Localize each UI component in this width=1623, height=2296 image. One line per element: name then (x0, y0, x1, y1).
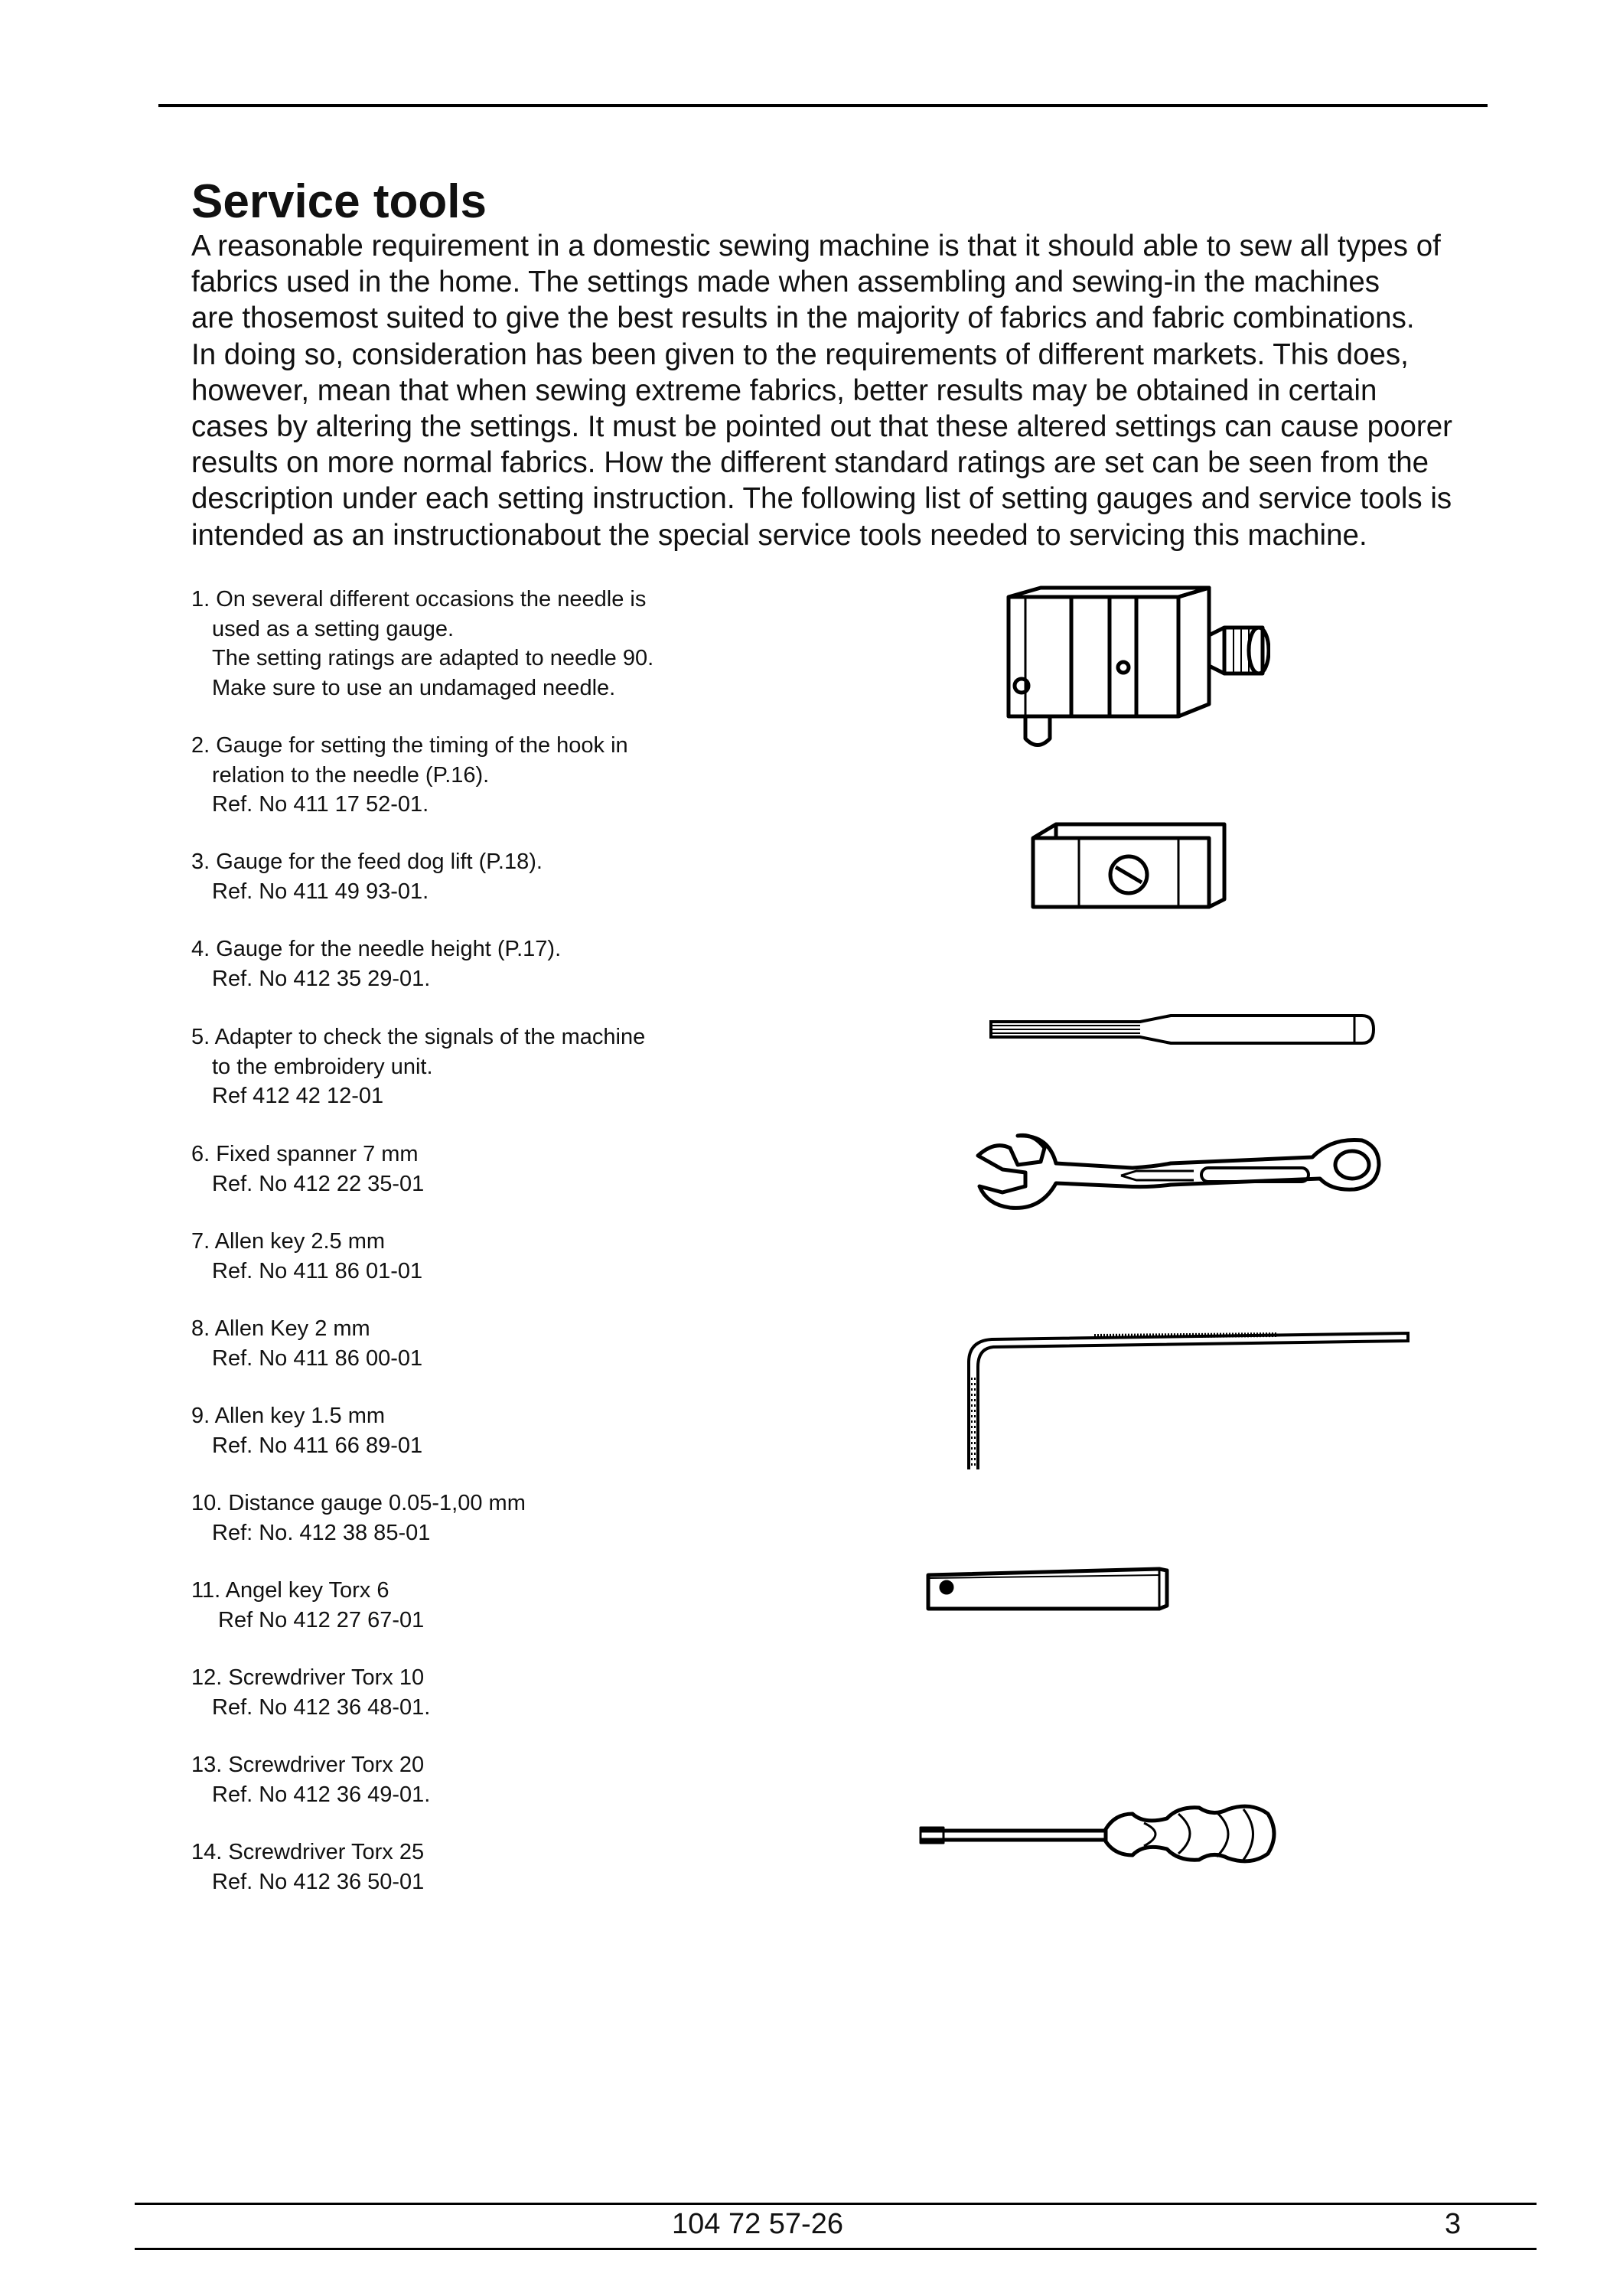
tool-item-text: 6. Fixed spanner 7 mm (191, 1142, 419, 1166)
tool-item-text: 3. Gauge for the feed dog lift (P.18). (191, 850, 543, 874)
tool-item-text: 1. On several different occasions the needle is (191, 587, 647, 612)
tool-item-text: to the embroidery unit. (212, 1054, 433, 1079)
tool-item-text: 12. Screwdriver Torx 10 (191, 1665, 425, 1690)
footer-rule-top (135, 2203, 1537, 2205)
intro-line: intended as an instructionabout the special service tools needed to servicing this machine. (191, 518, 1367, 552)
feed-dog-gauge-illustration (1025, 807, 1240, 922)
tool-item-text: Ref. No 411 17 52-01. (212, 792, 429, 817)
distance-gauge-illustration (922, 1561, 1175, 1615)
tool-item-text: Ref. No 412 22 35-01 (212, 1171, 425, 1196)
tool-item-10 (191, 1489, 727, 1548)
tool-item-text: Ref. No 412 36 49-01. (212, 1782, 431, 1807)
tool-item-9 (191, 1401, 727, 1460)
tool-item-text: Ref. No 412 35 29-01. (212, 966, 431, 991)
tool-item-text: used as a setting gauge. (212, 616, 455, 641)
tool-item-text: Ref. No 412 36 50-01 (212, 1869, 425, 1894)
intro-line: fabrics used in the home. The settings made when assembling and sewing-in the machines (191, 266, 1380, 299)
tool-item-text: The setting ratings are adapted to needle 90. (212, 646, 654, 670)
tool-item-text: 10. Distance gauge 0.05-1,00 mm (191, 1491, 526, 1515)
tool-item-text: 9. Allen key 1.5 mm (191, 1404, 386, 1428)
page-number: 3 (1445, 2208, 1462, 2240)
intro-line: In doing so, consideration has been given to the requirements of different markets. This does, (191, 338, 1409, 371)
tool-item-text: Ref. No 411 49 93-01. (212, 879, 429, 904)
tool-item-text: 14. Screwdriver Torx 25 (191, 1840, 425, 1864)
tool-item-text: Ref: No. 412 38 85-01 (212, 1520, 431, 1545)
tool-item-text: Ref. No 411 66 89-01 (212, 1433, 423, 1458)
allen-key-illustration (957, 1324, 1416, 1477)
tool-item-7 (191, 1227, 727, 1286)
document-number: 104 72 57-26 (672, 2208, 843, 2240)
tool-item-text: Ref. No 411 86 01-01 (212, 1258, 423, 1283)
tool-item-8 (191, 1314, 727, 1373)
tool-item-2 (191, 731, 727, 820)
tool-item-text: 11. Angel key Torx 6 (191, 1578, 389, 1603)
intro-line: are thosemost suited to give the best results in the majority of fabrics and fabric combinations. (191, 302, 1415, 335)
tool-item-text: 4. Gauge for the needle height (P.17). (191, 937, 562, 961)
tool-item-6 (191, 1140, 727, 1199)
intro-line: however, mean that when sewing extreme fabrics, better results may be obtained in certain (191, 373, 1377, 407)
tool-item-text: Ref 412 42 12-01 (212, 1084, 384, 1108)
tool-item-text: 2. Gauge for setting the timing of the hook in (191, 733, 628, 758)
intro-line: results on more normal fabrics. How the different standard ratings are set can be seen from the (191, 446, 1429, 480)
hook-timing-gauge-illustration (995, 582, 1270, 758)
page-title: Service tools (191, 175, 487, 228)
tool-item-11 (191, 1576, 727, 1635)
tool-item-14 (191, 1838, 727, 1896)
header-rule (158, 104, 1488, 107)
tool-item-5 (191, 1022, 727, 1111)
tool-item-1 (191, 585, 727, 703)
tool-item-text: relation to the needle (P.16). (212, 762, 490, 788)
tool-item-text: 7. Allen key 2.5 mm (191, 1229, 386, 1254)
intro-line: A reasonable requirement in a domestic sewing machine is that it should able to sew all types of (191, 230, 1441, 263)
screwdriver-illustration (914, 1791, 1282, 1875)
tool-item-text: Make sure to use an undamaged needle. (212, 675, 616, 700)
tool-item-13 (191, 1750, 727, 1809)
needle-height-gauge-illustration (987, 1006, 1377, 1052)
footer-rule-bottom (135, 2248, 1537, 2250)
tool-item-text: Ref No 412 27 67-01 (218, 1607, 425, 1632)
tool-item-12 (191, 1663, 727, 1722)
intro-line: cases by altering the settings. It must be pointed out that these altered settings can cause poorer (191, 410, 1452, 444)
fixed-spanner-illustration (972, 1125, 1385, 1225)
tool-item-4 (191, 934, 727, 993)
tool-item-text: Ref. No 412 36 48-01. (212, 1694, 431, 1720)
tool-item-text: 8. Allen Key 2 mm (191, 1316, 370, 1341)
tool-item-text: 13. Screwdriver Torx 20 (191, 1753, 425, 1777)
tool-item-text: Ref. No 411 86 00-01 (212, 1345, 423, 1371)
intro-line: description under each setting instruction. The following list of setting gauges and service tools is (191, 482, 1452, 516)
intro-paragraph (191, 228, 1507, 553)
tool-item-3 (191, 847, 727, 906)
tool-item-text: 5. Adapter to check the signals of the machine (191, 1025, 646, 1049)
